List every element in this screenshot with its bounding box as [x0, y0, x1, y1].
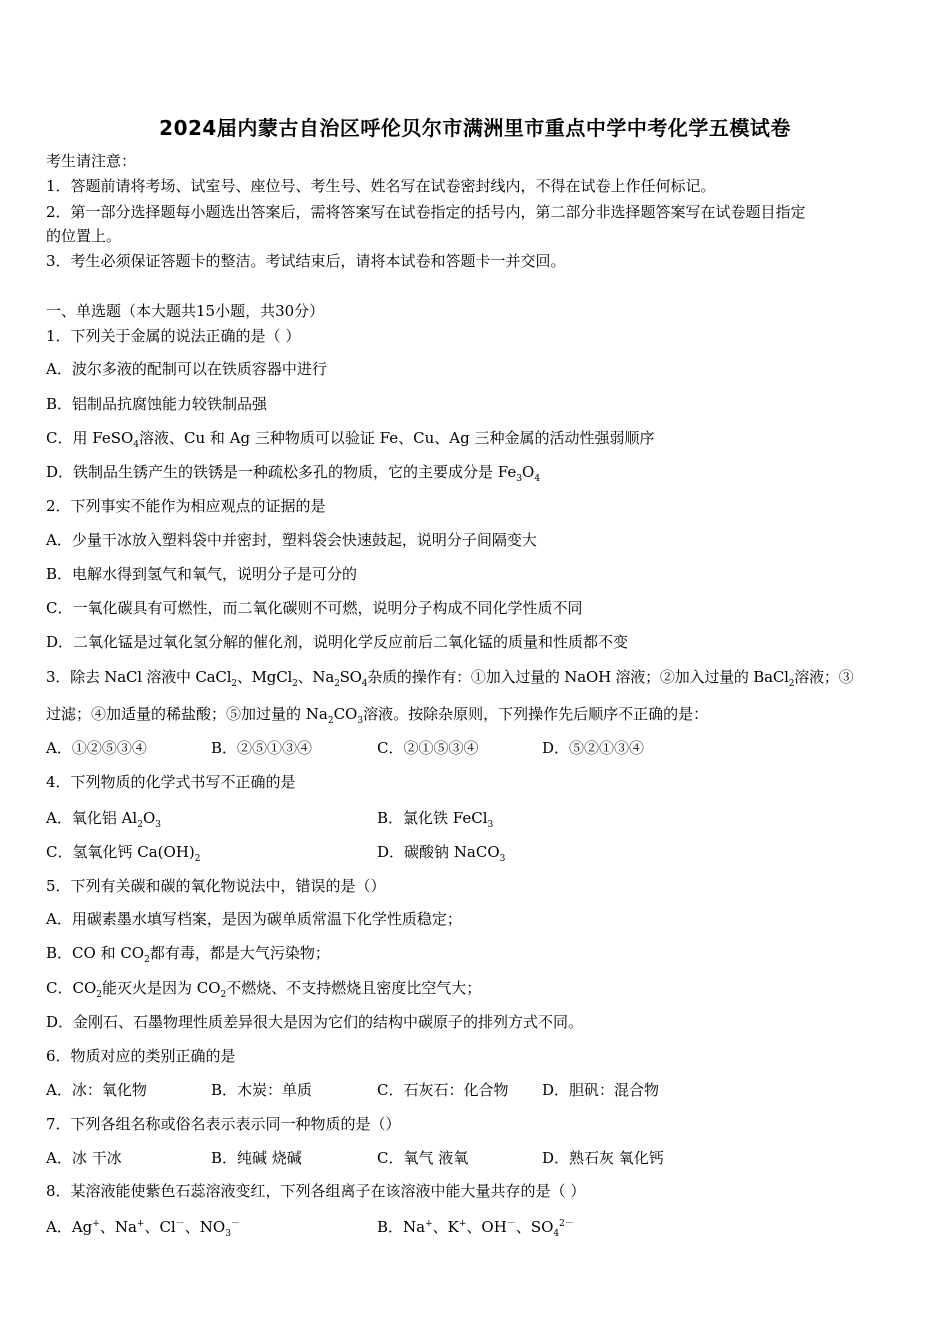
- question-4-option-a: A．氧化铝 $Al_2O_3$: [46, 809, 162, 830]
- question-6-option-b: B．木炭：单质: [211, 1081, 313, 1099]
- question-1-option-a: A．波尔多液的配制可以在铁质容器中进行: [46, 360, 327, 378]
- page-title: 2024届内蒙古自治区呼伦贝尔市满洲里市重点中学中考化学五模试卷: [159, 116, 791, 140]
- question-4-option-b: B．氯化铁 FeCl$_3$: [377, 809, 494, 830]
- question-8-option-a: A．Ag+、Na+、Cl－、$NO_3^-$: [46, 1218, 240, 1239]
- question-4-stem: 4．下列物质的化学式书写不正确的是: [46, 773, 296, 791]
- question-6-option-c: C．石灰石：化合物: [377, 1081, 509, 1099]
- question-8-option-b: B．Na+、K+、OH－、$SO_4^{2-}$: [377, 1218, 574, 1239]
- question-3-stem-line-2: 过滤；④加适量的稀盐酸；⑤加过量的 $Na_2CO_3$溶液。按除杂原则，下列操作先后顺序不正确的是：: [46, 705, 709, 726]
- section-heading: 一、单选题（本大题共15小题，共30分）: [46, 302, 325, 320]
- question-3-option-b: B．②⑤①③④: [211, 739, 313, 757]
- question-8-stem: 8．某溶液能使紫色石蕊溶液变红，下列各组离子在该溶液中能大量共存的是（ ）: [46, 1182, 586, 1200]
- question-1-option-b: B．铝制品抗腐蚀能力较铁制品强: [46, 395, 268, 413]
- question-7-option-c: C．氧气 液氧: [377, 1149, 469, 1167]
- question-3-stem-line-1: 3．除去 NaCl 溶液中 CaCl$_2$、MgCl$_2$、$Na_2SO_4$杂质的操作有：①加入过量的 NaOH 溶液；②加入过量的 BaCl$_2$溶液；③: [46, 668, 854, 689]
- question-5-option-a: A．用碳素墨水填写档案，是因为碳单质常温下化学性质稳定；: [46, 910, 462, 928]
- question-7-option-a: A．冰 干冰: [46, 1149, 122, 1167]
- question-2-option-b: B．电解水得到氢气和氧气，说明分子是可分的: [46, 565, 358, 583]
- notice-item-2-cont: 的位置上。: [46, 227, 122, 245]
- question-2-option-d: D．二氧化锰是过氧化氢分解的催化剂，说明化学反应前后二氧化锰的质量和性质都不变: [46, 633, 629, 651]
- question-4-option-c: C．氢氧化钙 $Ca(OH)_2$: [46, 843, 201, 864]
- question-7-option-b: B．纯碱 烧碱: [211, 1149, 302, 1167]
- question-6-stem: 6．物质对应的类别正确的是: [46, 1047, 236, 1065]
- question-5-option-d: D．金刚石、石墨物理性质差异很大是因为它们的结构中碳原子的排列方式不同。: [46, 1013, 584, 1031]
- question-1-stem: 1．下列关于金属的说法正确的是（ ）: [46, 327, 301, 345]
- question-3-option-d: D．⑤②①③④: [542, 739, 645, 757]
- notice-item-2: 2．第一部分选择题每小题选出答案后，需将答案写在试卷指定的括号内，第二部分非选择题答案写在试卷题目指定: [46, 203, 806, 221]
- question-4-option-d: D．碳酸钠 NaCO$_3$: [377, 843, 506, 864]
- notice-heading: 考生请注意：: [46, 152, 137, 170]
- notice-item-3: 3．考生必须保证答题卡的整洁。考试结束后，请将本试卷和答题卡一并交回。: [46, 252, 566, 270]
- question-5-stem: 5．下列有关碳和碳的氧化物说法中，错误的是（）: [46, 877, 386, 895]
- question-1-option-d: D．铁制品生锈产生的铁锈是一种疏松多孔的物质，它的主要成分是 $Fe_3O_4$: [46, 463, 541, 484]
- question-7-stem: 7．下列各组名称或俗名表示表示同一种物质的是（）: [46, 1115, 401, 1133]
- question-2-option-a: A．少量干冰放入塑料袋中并密封，塑料袋会快速鼓起，说明分子间隔变大: [46, 531, 537, 549]
- question-6-option-d: D．胆矾：混合物: [542, 1081, 660, 1099]
- question-2-option-c: C．一氧化碳具有可燃性，而二氧化碳则不可燃，说明分子构成不同化学性质不同: [46, 599, 583, 617]
- question-6-option-a: A．冰：氧化物: [46, 1081, 147, 1099]
- question-2-stem: 2．下列事实不能作为相应观点的证据的是: [46, 497, 326, 515]
- question-3-option-a: A．①②⑤③④: [46, 739, 147, 757]
- notice-item-1: 1．答题前请将考场、试室号、座位号、考生号、姓名写在试卷密封线内，不得在试卷上作任何标记。: [46, 177, 716, 195]
- question-1-option-c: C．用 FeSO$_4$溶液、Cu 和 Ag 三种物质可以验证 Fe、Cu、Ag 三种金属的活动性强弱顺序: [46, 429, 655, 450]
- question-7-option-d: D．熟石灰 氧化钙: [542, 1149, 664, 1167]
- question-5-option-c: C．$CO_2$能灭火是因为 $CO_2$不燃烧、不支持燃烧且密度比空气大；: [46, 979, 482, 1000]
- question-5-option-b: B．CO 和 $CO_2$都有毒，都是大气污染物；: [46, 944, 330, 965]
- question-3-option-c: C．②①⑤③④: [377, 739, 479, 757]
